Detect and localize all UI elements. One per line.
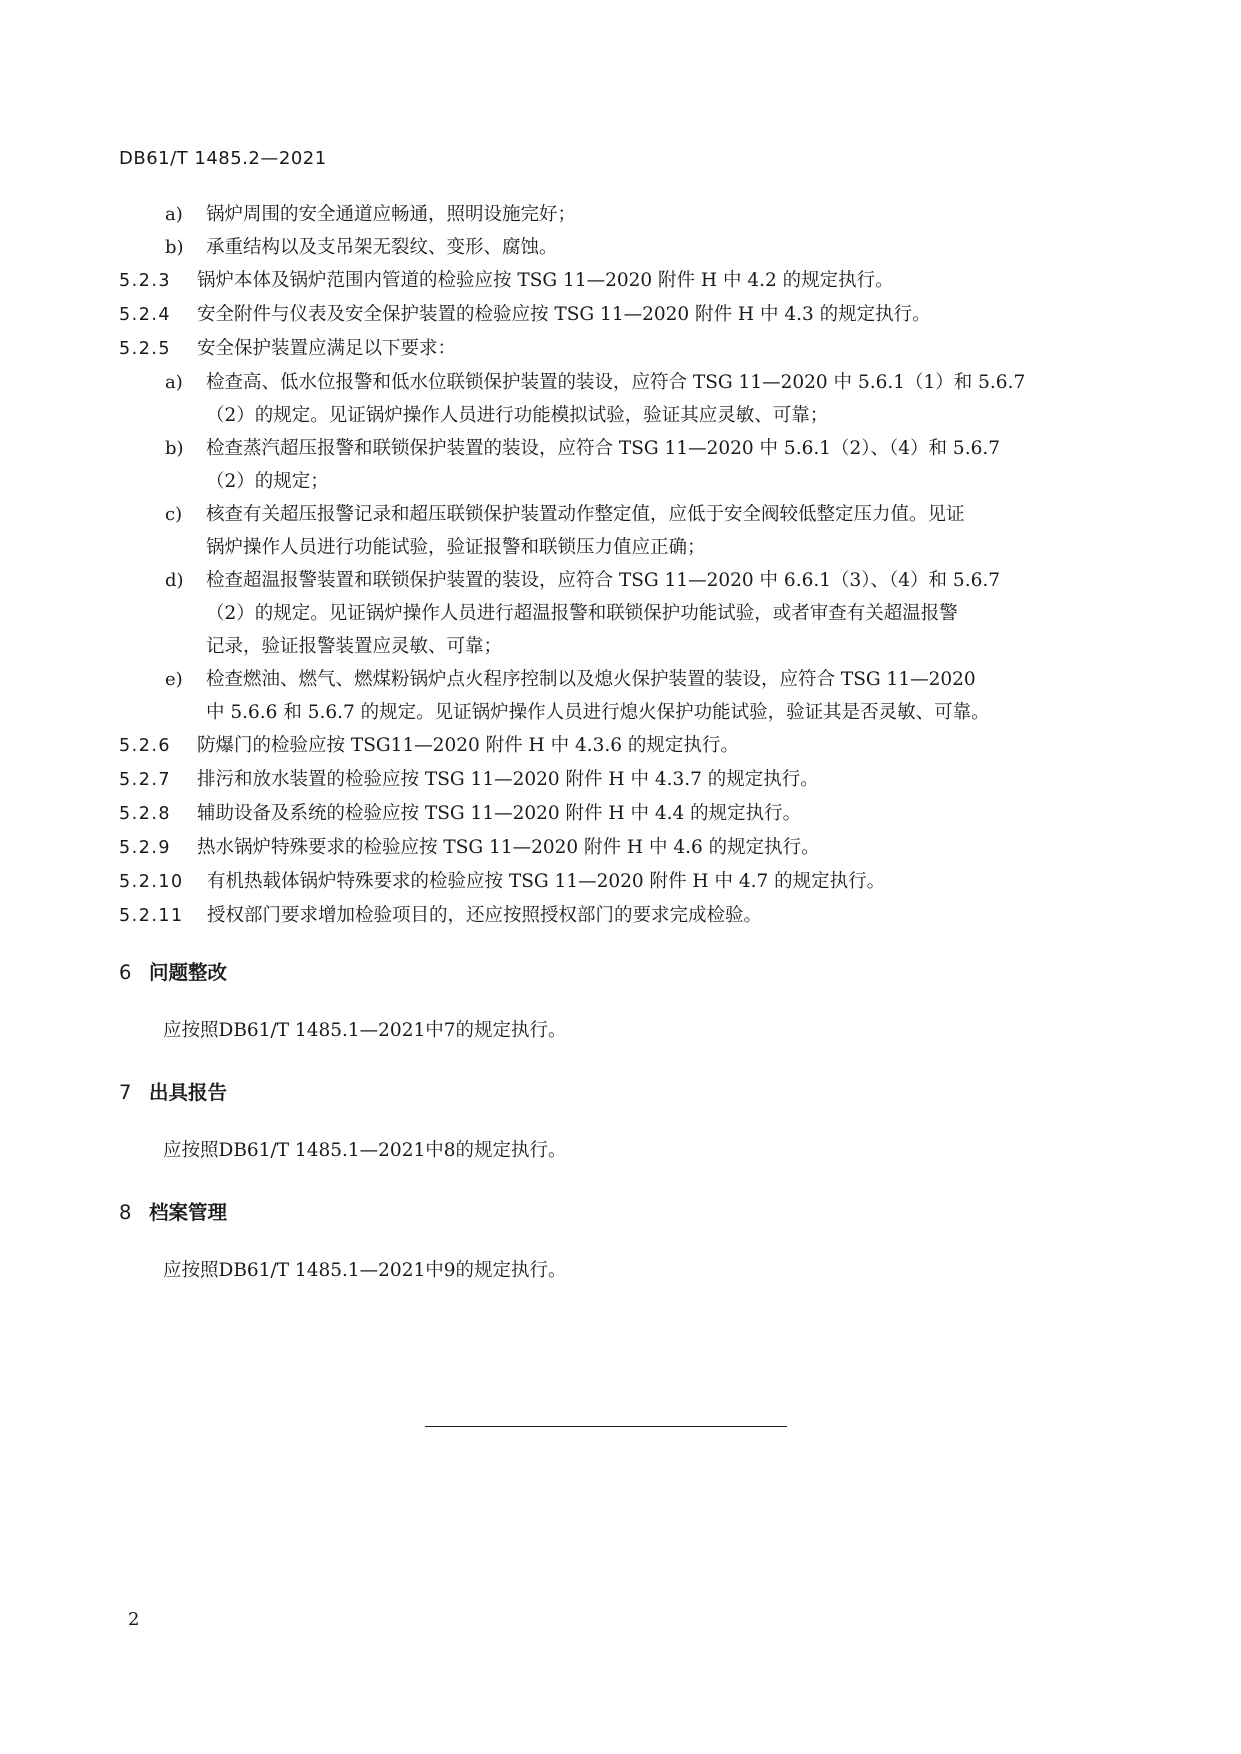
end-of-document-rule (425, 1426, 787, 1427)
list-item-marker: d) (165, 570, 184, 591)
clause-text: 有机热载体锅炉特殊要求的检验应按 TSG 11—2020 附件 H 中 4.7 的规定执行。 (207, 871, 886, 892)
clause-number: 5.2.6 (119, 736, 172, 756)
list-item-marker: b) (165, 237, 184, 258)
list-item-marker: c) (165, 504, 183, 525)
section-body-8: 应按照DB61/T 1485.1—2021中9的规定执行。 (163, 1260, 567, 1281)
list-item (119, 231, 1099, 264)
clause-number: 5.2.11 (119, 906, 184, 926)
list-item (119, 564, 1099, 597)
clause-text: 辅助设备及系统的检验应按 TSG 11—2020 附件 H 中 4.4 的规定执行。 (197, 803, 802, 824)
list-item (119, 663, 1099, 696)
list-item-marker: a) (165, 372, 183, 393)
section-heading-8 (119, 1193, 1099, 1233)
clause-number: 5.2.5 (119, 339, 172, 359)
section-heading-7 (119, 1073, 1099, 1113)
list-item (119, 198, 1099, 231)
clause-5-2-10 (119, 865, 1099, 899)
list-item-text: 检查高、低水位报警和低水位联锁保护装置的装设，应符合 TSG 11—2020 中 5.6.1（1）和 5.6.7 (206, 372, 1026, 393)
clause-5-2-6 (119, 729, 1099, 763)
clause-text: 授权部门要求增加检验项目的，还应按照授权部门的要求完成检验。 (207, 905, 763, 926)
clause-number: 5.2.10 (119, 872, 184, 892)
section-heading-6 (119, 953, 1099, 993)
list-item (119, 366, 1099, 399)
section-number: 7 (119, 1081, 132, 1104)
clause-text: 排污和放水装置的检验应按 TSG 11—2020 附件 H 中 4.3.7 的规定执行。 (197, 769, 819, 790)
clause-text: 安全附件与仪表及安全保护装置的检验应按 TSG 11—2020 附件 H 中 4.3 的规定执行。 (197, 304, 931, 325)
clause-5-2-9 (119, 831, 1099, 865)
list-item-marker: b) (165, 438, 184, 459)
list-item-text: 核查有关超压报警记录和超压联锁保护装置动作整定值，应低于安全阀较低整定压力值。见证 (206, 504, 965, 525)
section-number: 8 (119, 1201, 132, 1224)
clause-number: 5.2.3 (119, 271, 172, 291)
list-item-continuation: （2）的规定； (206, 471, 329, 492)
list-item-marker: e) (165, 669, 183, 690)
list-item-marker: a) (165, 204, 183, 225)
list-item-continuation: （2）的规定。见证锅炉操作人员进行功能模拟试验，验证其应灵敏、可靠； (206, 405, 829, 426)
clause-5-2-7 (119, 763, 1099, 797)
list-item (119, 432, 1099, 465)
clause-number: 5.2.4 (119, 305, 172, 325)
section-number: 6 (119, 961, 132, 984)
clause-5-2-4 (119, 298, 1099, 332)
clause-text: 热水锅炉特殊要求的检验应按 TSG 11—2020 附件 H 中 4.6 的规定执行。 (197, 837, 820, 858)
section-title: 问题整改 (149, 961, 228, 984)
list-item-text: 检查燃油、燃气、燃煤粉锅炉点火程序控制以及熄火保护装置的装设，应符合 TSG 11—2020 (206, 669, 976, 690)
list-item-continuation: 中 5.6.6 和 5.6.7 的规定。见证锅炉操作人员进行熄火保护功能试验，验证其是否灵敏、可靠。 (206, 702, 990, 723)
list-item-text: 检查蒸汽超压报警和联锁保护装置的装设，应符合 TSG 11—2020 中 5.6.1（2）、（4）和 5.6.7 (206, 438, 1001, 459)
section-body-6: 应按照DB61/T 1485.1—2021中7的规定执行。 (163, 1020, 567, 1041)
clause-number: 5.2.7 (119, 770, 172, 790)
clause-5-2-5 (119, 332, 1099, 366)
section-body-7: 应按照DB61/T 1485.1—2021中8的规定执行。 (163, 1140, 567, 1161)
clause-text: 防爆门的检验应按 TSG11—2020 附件 H 中 4.3.6 的规定执行。 (197, 735, 739, 756)
clause-5-2-11 (119, 899, 1099, 933)
standard-code-header: DB61/T 1485.2—2021 (119, 148, 327, 169)
list-item-continuation: 锅炉操作人员进行功能试验，验证报警和联锁压力值应正确； (206, 537, 706, 558)
clause-text: 锅炉本体及锅炉范围内管道的检验应按 TSG 11—2020 附件 H 中 4.2 的规定执行。 (197, 270, 894, 291)
clause-5-2-8 (119, 797, 1099, 831)
clause-number: 5.2.8 (119, 804, 172, 824)
list-item-text: 检查超温报警装置和联锁保护装置的装设，应符合 TSG 11—2020 中 6.6.1（3）、（4）和 5.6.7 (206, 570, 1001, 591)
document-body (119, 198, 1099, 1313)
page-number: 2 (128, 1609, 140, 1630)
list-item-text: 承重结构以及支吊架无裂纹、变形、腐蚀。 (206, 237, 558, 258)
list-item-continuation: 记录，验证报警装置应灵敏、可靠； (206, 636, 503, 657)
clause-number: 5.2.9 (119, 838, 172, 858)
section-title: 出具报告 (149, 1081, 228, 1104)
list-item-text: 锅炉周围的安全通道应畅通，照明设施完好； (206, 204, 577, 225)
list-item-continuation: （2）的规定。见证锅炉操作人员进行超温报警和联锁保护功能试验，或者审查有关超温报警 (206, 603, 958, 624)
clause-text: 安全保护装置应满足以下要求： (197, 338, 457, 359)
section-title: 档案管理 (149, 1201, 228, 1224)
list-item (119, 498, 1099, 531)
clause-5-2-3 (119, 264, 1099, 298)
